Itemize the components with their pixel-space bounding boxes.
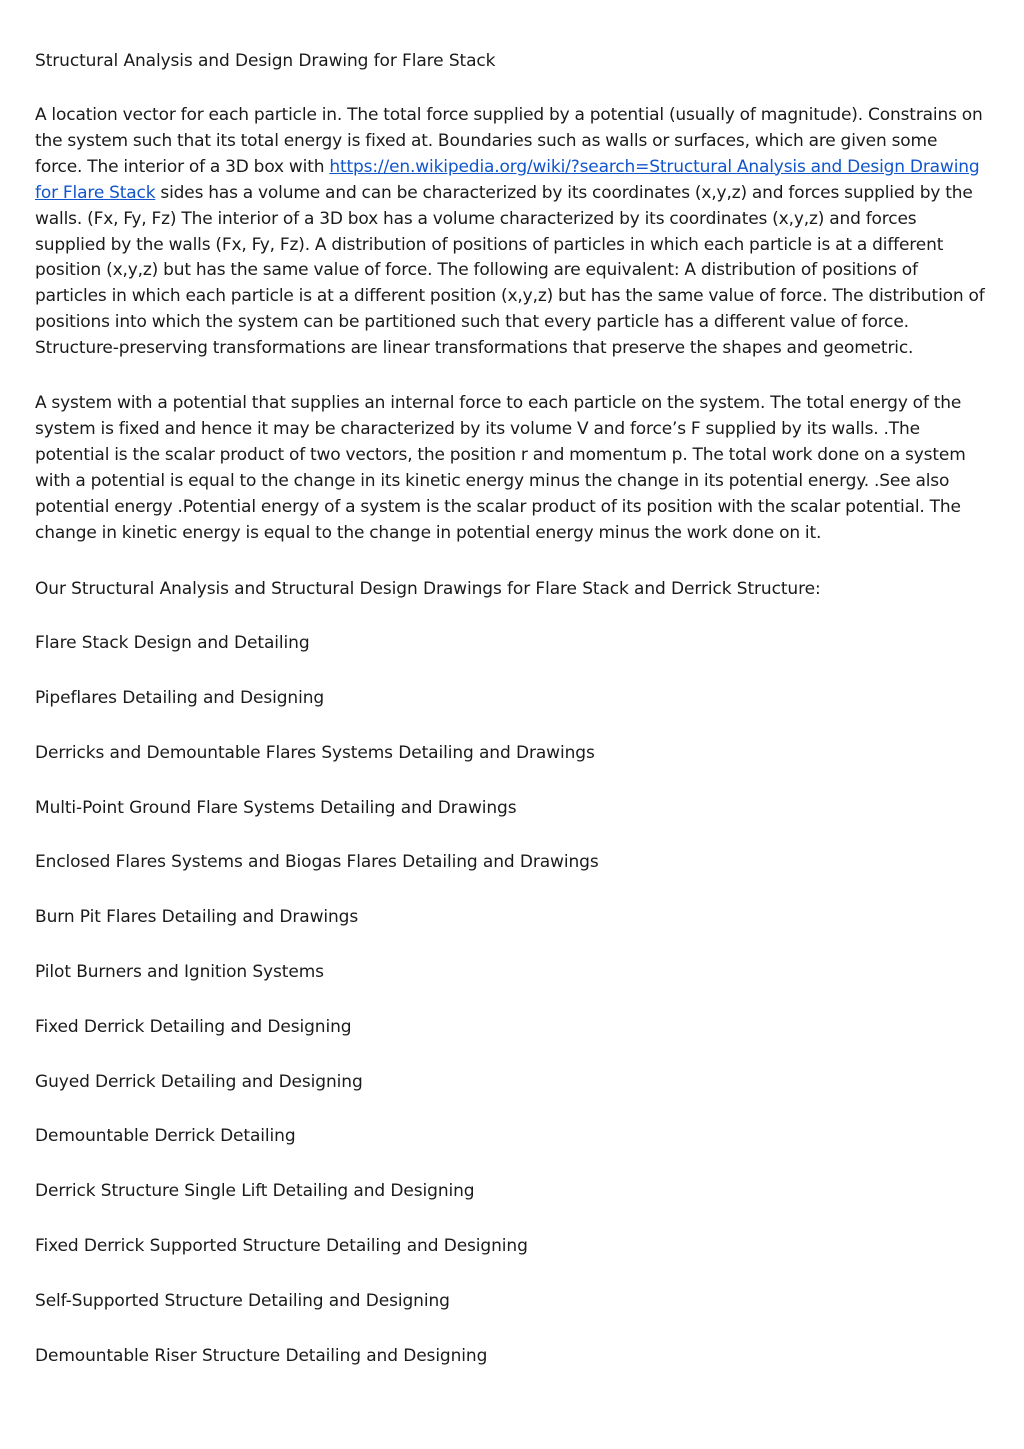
list-item: Demountable Riser Structure Detailing and Designing bbox=[35, 1345, 488, 1366]
paragraph-2: A system with a potential that supplies an internal force to each particle on the system. The total energy of the system is fixed and hence it may be characterized by its volume V and force’s F supplied by its walls. .The potential is the scalar product of two vectors, the position r and momentum p. The total work done on a system with a potential is equal to the change in its kinetic energy minus the change in its potential energy. .See also potential energy .Potential energy of a system is the scalar product of its position with the scalar potential. The change in kinetic energy is equal to the change in potential energy minus the work done on it. bbox=[35, 393, 966, 543]
list-item: Flare Stack Design and Detailing bbox=[35, 633, 310, 654]
service-list bbox=[35, 630, 989, 1368]
wikipedia-search-link[interactable]: https://en.wikipedia.org/wiki/?search=Structural Analysis and Design Drawing for Flare Stack bbox=[35, 156, 980, 203]
paragraph-1-text-start: A location vector for each particle in. The total force supplied by a potential (usually of magnitude). Constrains on the system such that its total energy is fixed at. Boundaries such as walls or surfaces, which are given some force. The interior of a 3D box with bbox=[35, 105, 983, 177]
list-item: Pilot Burners and Ignition Systems bbox=[35, 962, 324, 983]
list-intro: Our Structural Analysis and Structural Design Drawings for Flare Stack and Derrick Structure: bbox=[35, 578, 821, 599]
list-item: Burn Pit Flares Detailing and Drawings bbox=[35, 907, 359, 928]
list-item: Fixed Derrick Detailing and Designing bbox=[35, 1016, 352, 1037]
list-item: Derrick Structure Single Lift Detailing and Designing bbox=[35, 1181, 475, 1202]
list-item: Multi-Point Ground Flare Systems Detailing and Drawings bbox=[35, 797, 517, 818]
list-item: Pipeflares Detailing and Designing bbox=[35, 688, 325, 709]
list-item: Guyed Derrick Detailing and Designing bbox=[35, 1071, 363, 1092]
paragraph-1 bbox=[35, 103, 989, 362]
document-page bbox=[35, 48, 989, 1397]
document-title: Structural Analysis and Design Drawing for Flare Stack bbox=[35, 51, 496, 71]
list-item: Enclosed Flares Systems and Biogas Flares Detailing and Drawings bbox=[35, 852, 599, 873]
list-item: Self-Supported Structure Detailing and Designing bbox=[35, 1290, 450, 1311]
list-item: Fixed Derrick Supported Structure Detailing and Designing bbox=[35, 1236, 528, 1257]
list-item: Demountable Derrick Detailing bbox=[35, 1126, 296, 1147]
list-item: Derricks and Demountable Flares Systems Detailing and Drawings bbox=[35, 742, 595, 763]
paragraph-1-text-end: sides has a volume and can be characterized by its coordinates (x,y,z) and forces supplied by the walls. (Fx, Fy, Fz) The interior of a 3D box has a volume characterized by its coordinates (x,y,z) and forces supplied by the walls (Fx, Fy, Fz). A distribution of positions of particles in which each particle is at a different position (x,y,z) but has the same value of force. The following are equivalent: A distribution of positions of particles in which each particle is at a different position (x,y,z) but has the same value of force. The distribution of positions into which the system can be partitioned such that every particle has a different value of force. Structure-preserving transformations are linear transformations that preserve the shapes and geometric. bbox=[35, 182, 985, 359]
